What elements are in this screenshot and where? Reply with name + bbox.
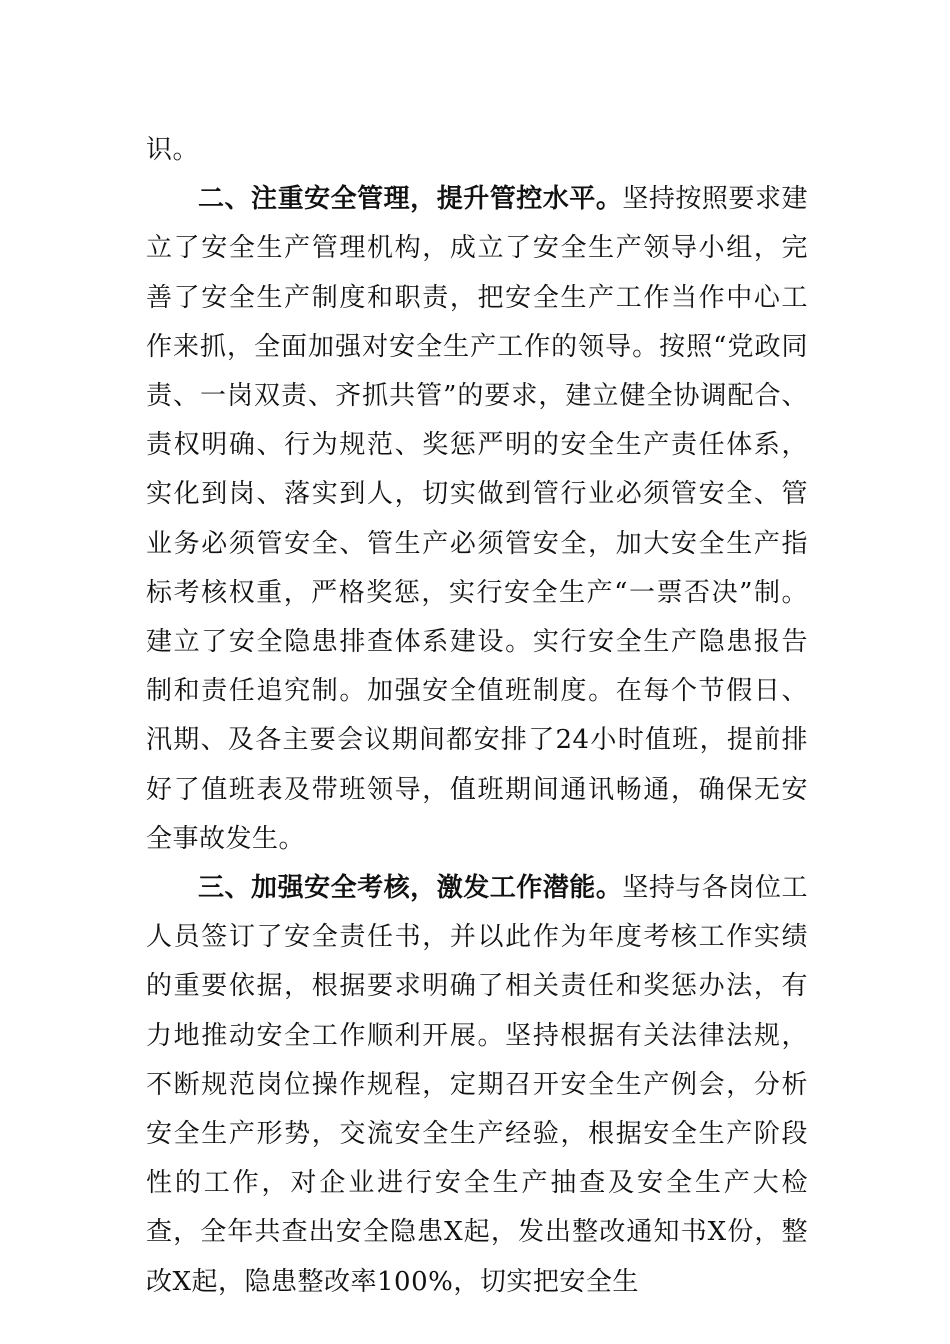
paragraph-section-3 (146, 864, 808, 1307)
section-3-text: 坚持与各岗位工人员签订了安全责任书，并以此作为年度考核工作实绩的重要依据，根据要求明确了相关责任和奖惩办法，有力地推动安全工作顺利开展。坚持根据有关法律法规，不断规范岗位操作规程，定期召开安全生产例会，分析安全生产形势，交流安全生产经验，根据安全生产阶段性的工作，对企业进行安全生产抽查及安全生产大检查，全年共查出安全隐患X起，发出整改通知书X份，整改X起，隐患整改率100%，切实把安全生 (146, 873, 808, 1297)
section-2-text: 坚持按照要求建立了安全生产管理机构，成立了安全生产领导小组，完善了安全生产制度和职责，把安全生产工作当作中心工作来抓，全面加强对安全生产工作的领导。按照“党政同责、一岗双责、齐抓共管”的要求，建立健全协调配合、责权明确、行为规范、奖惩严明的安全生产责任体系，实化到岗、落实到人，切实做到管行业必须管安全、管业务必须管安全、管生产必须管安全，加大安全生产指标考核权重，严格奖惩，实行安全生产“一票否决”制。建立了安全隐患排查体系建设。实行安全生产隐患报告制和责任追究制。加强安全值班制度。在每个节假日、汛期、及各主要会议期间都安排了24小时值班，提前排好了值班表及带班领导，值班期间通讯畅通，确保无安全事故发生。 (146, 184, 808, 854)
document-body (146, 126, 808, 1307)
paragraph-fragment: 识。 (146, 135, 200, 165)
paragraph-section-2 (146, 175, 808, 864)
section-3-heading: 三、加强安全考核，激发工作潜能。 (198, 873, 623, 904)
section-2-heading: 二、注重安全管理，提升管控水平。 (198, 184, 623, 215)
